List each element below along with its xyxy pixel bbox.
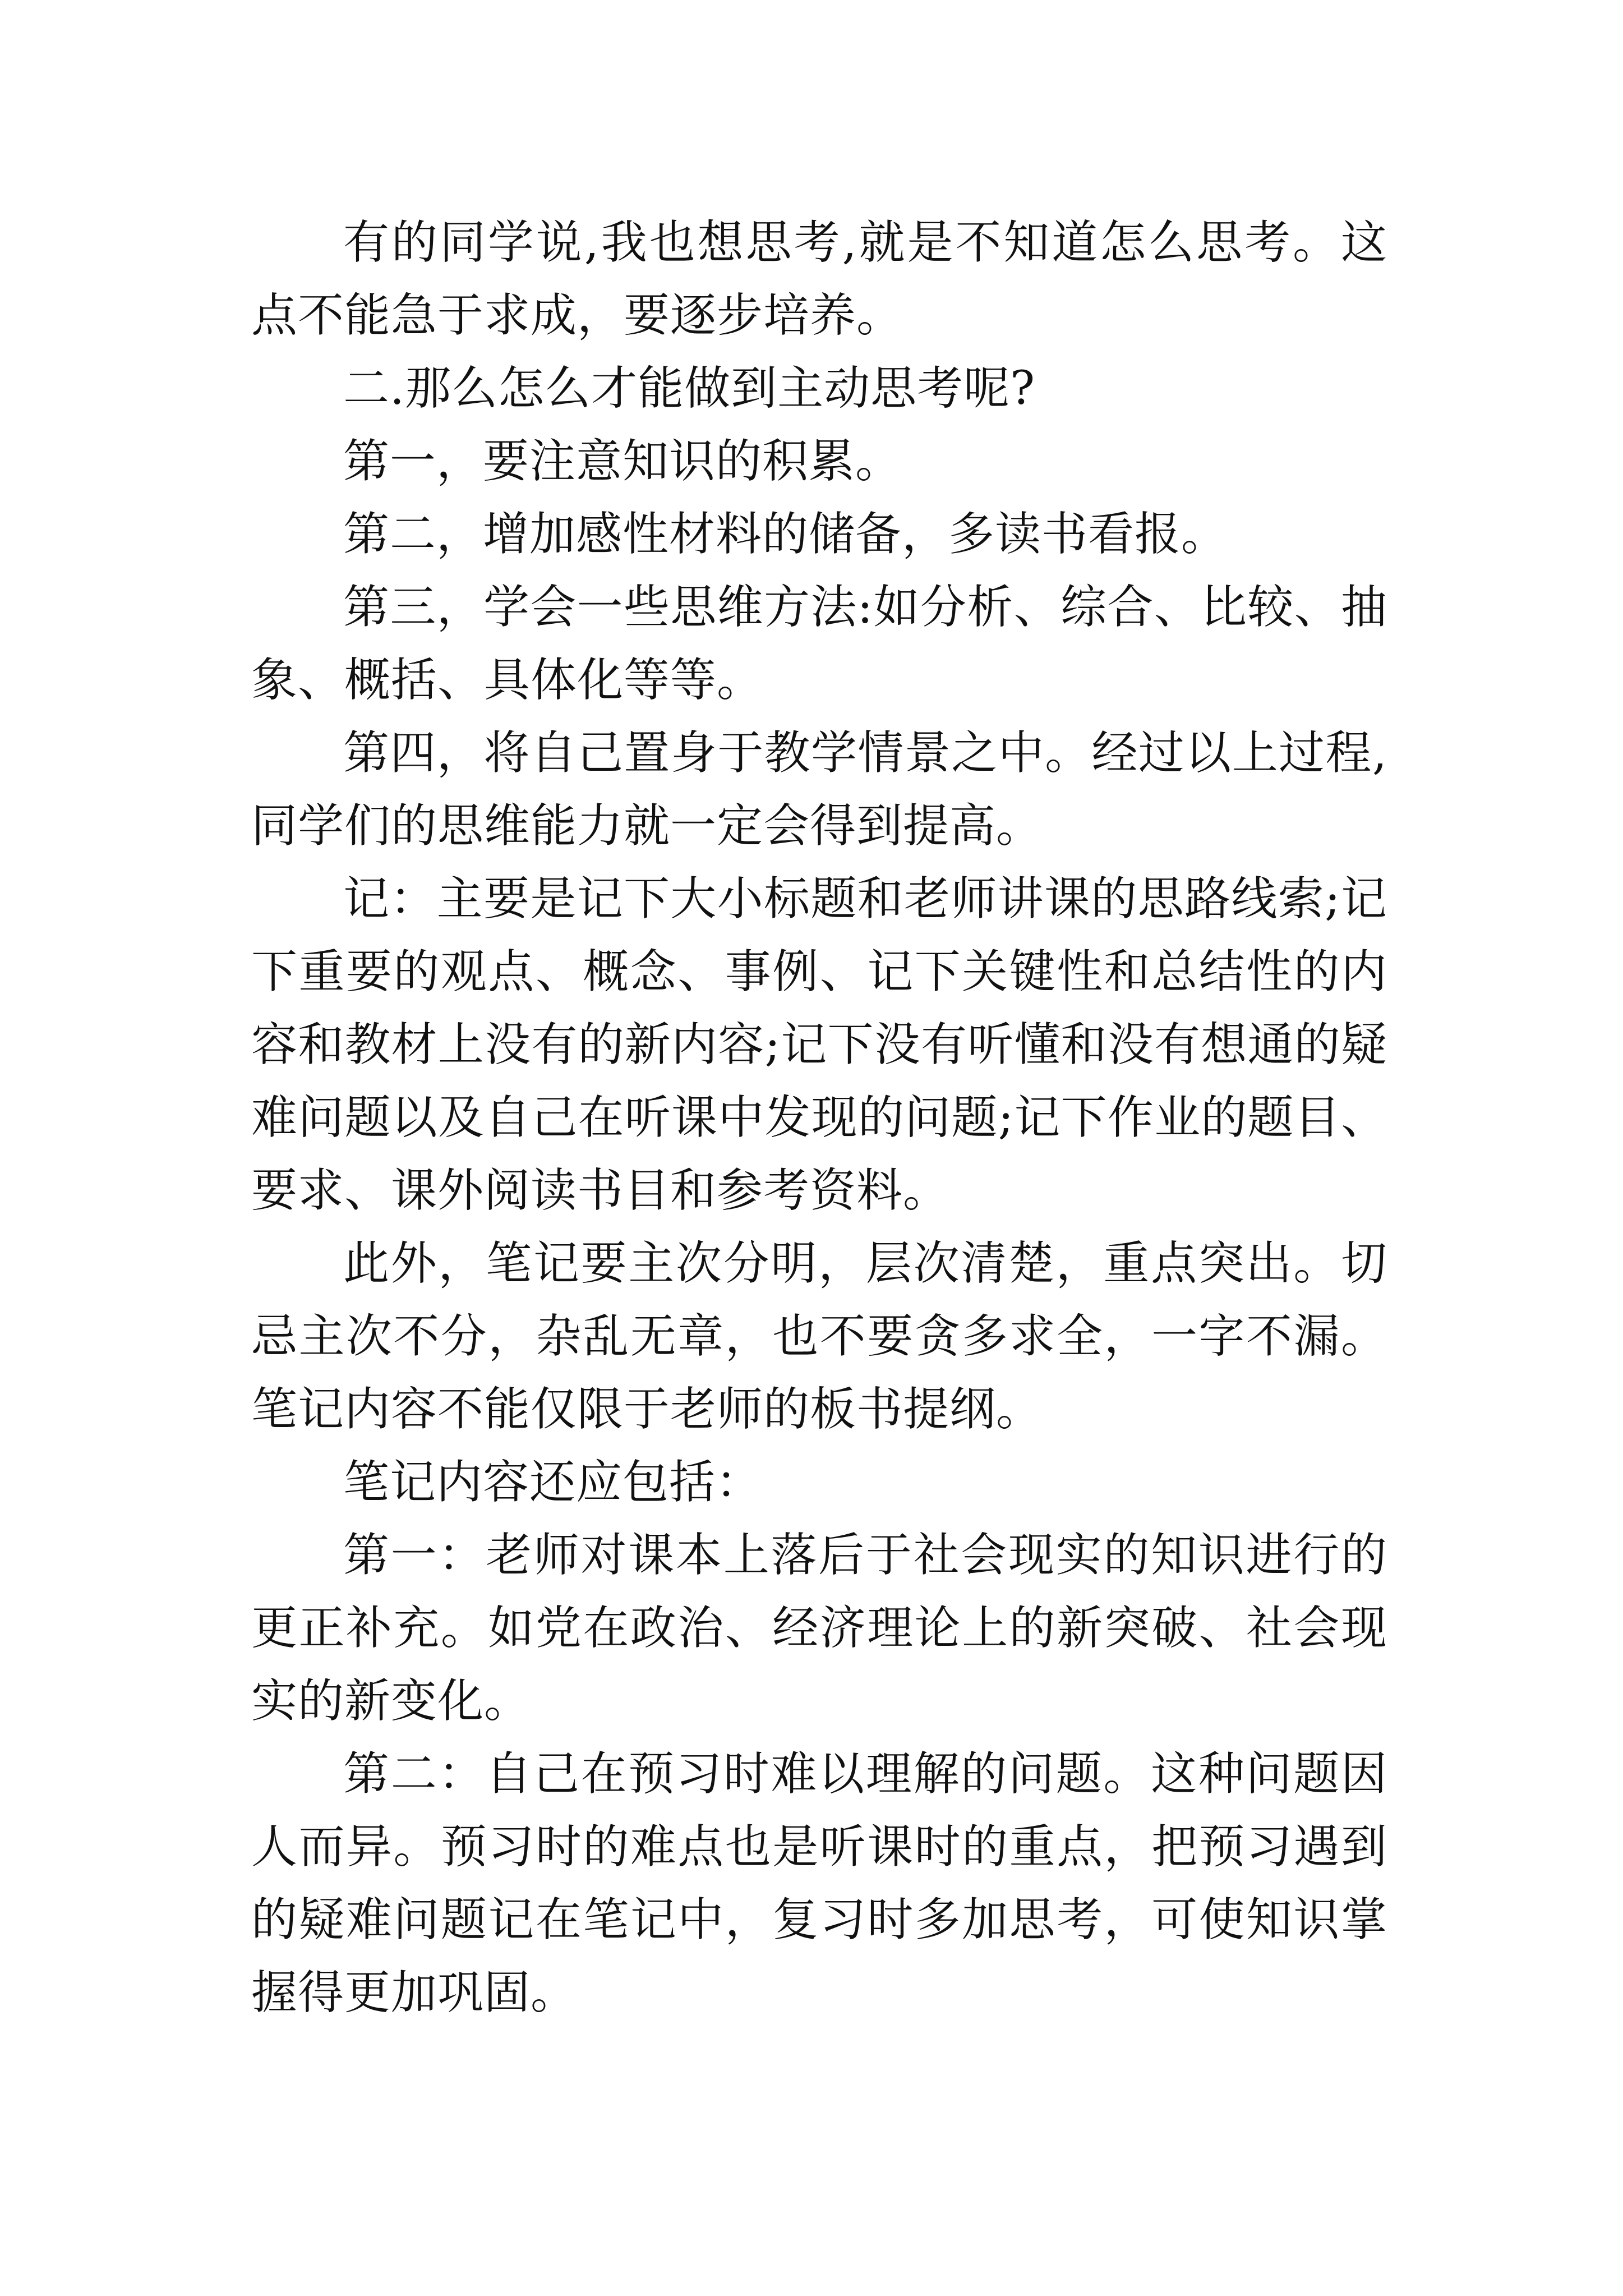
paragraph-note-item-one: 第一：老师对课本上落后于社会现实的知识进行的更正补充。如党在政治、经济理论上的新突破、社会现实的新变化。: [251, 1529, 1387, 1728]
paragraph-third-point: 第三，学会一些思维方法:如分析、综合、比较、抽象、概括、具体化等等。: [251, 581, 1387, 707]
paragraph-fourth-point: 第四，将自己置身于教学情景之中。经过以上过程,同学们的思维能力就一定会得到提高。: [251, 726, 1387, 853]
paragraph-note-contents-heading: 笔记内容还应包括：: [343, 1456, 763, 1509]
document-body: [251, 206, 1387, 2030]
paragraph-note-taking: 记：主要是记下大小标题和老师讲课的思路线索;记下重要的观点、概念、事例、记下关键性和总结性的内容和教材上没有的新内容;记下没有听懂和没有想通的疑难问题以及自己在听课中发现的问题;记下作业的题目、要求、课外阅读书目和参考资料。: [251, 872, 1387, 1217]
paragraph-thinking-intro: 有的同学说,我也想思考,就是不知道怎么思考。这点不能急于求成，要逐步培养。: [251, 216, 1387, 342]
paragraph-section-two-heading: 二.那么怎么才能做到主动思考呢?: [343, 362, 1036, 415]
paragraph-first-point: 第一，要注意知识的积累。: [343, 435, 902, 488]
paragraph-note-structure: 此外，笔记要主次分明，层次清楚，重点突出。切忌主次不分，杂乱无章，也不要贪多求全，一字不漏。笔记内容不能仅限于老师的板书提纲。: [251, 1237, 1387, 1436]
paragraph-note-item-two: 第二：自己在预习时难以理解的问题。这种问题因人而异。预习时的难点也是听课时的重点，把预习遇到的疑难问题记在笔记中，复习时多加思考，可使知识掌握得更加巩固。: [251, 1747, 1387, 2019]
paragraph-second-point: 第二，增加感性材料的储备，多读书看报。: [343, 508, 1228, 561]
